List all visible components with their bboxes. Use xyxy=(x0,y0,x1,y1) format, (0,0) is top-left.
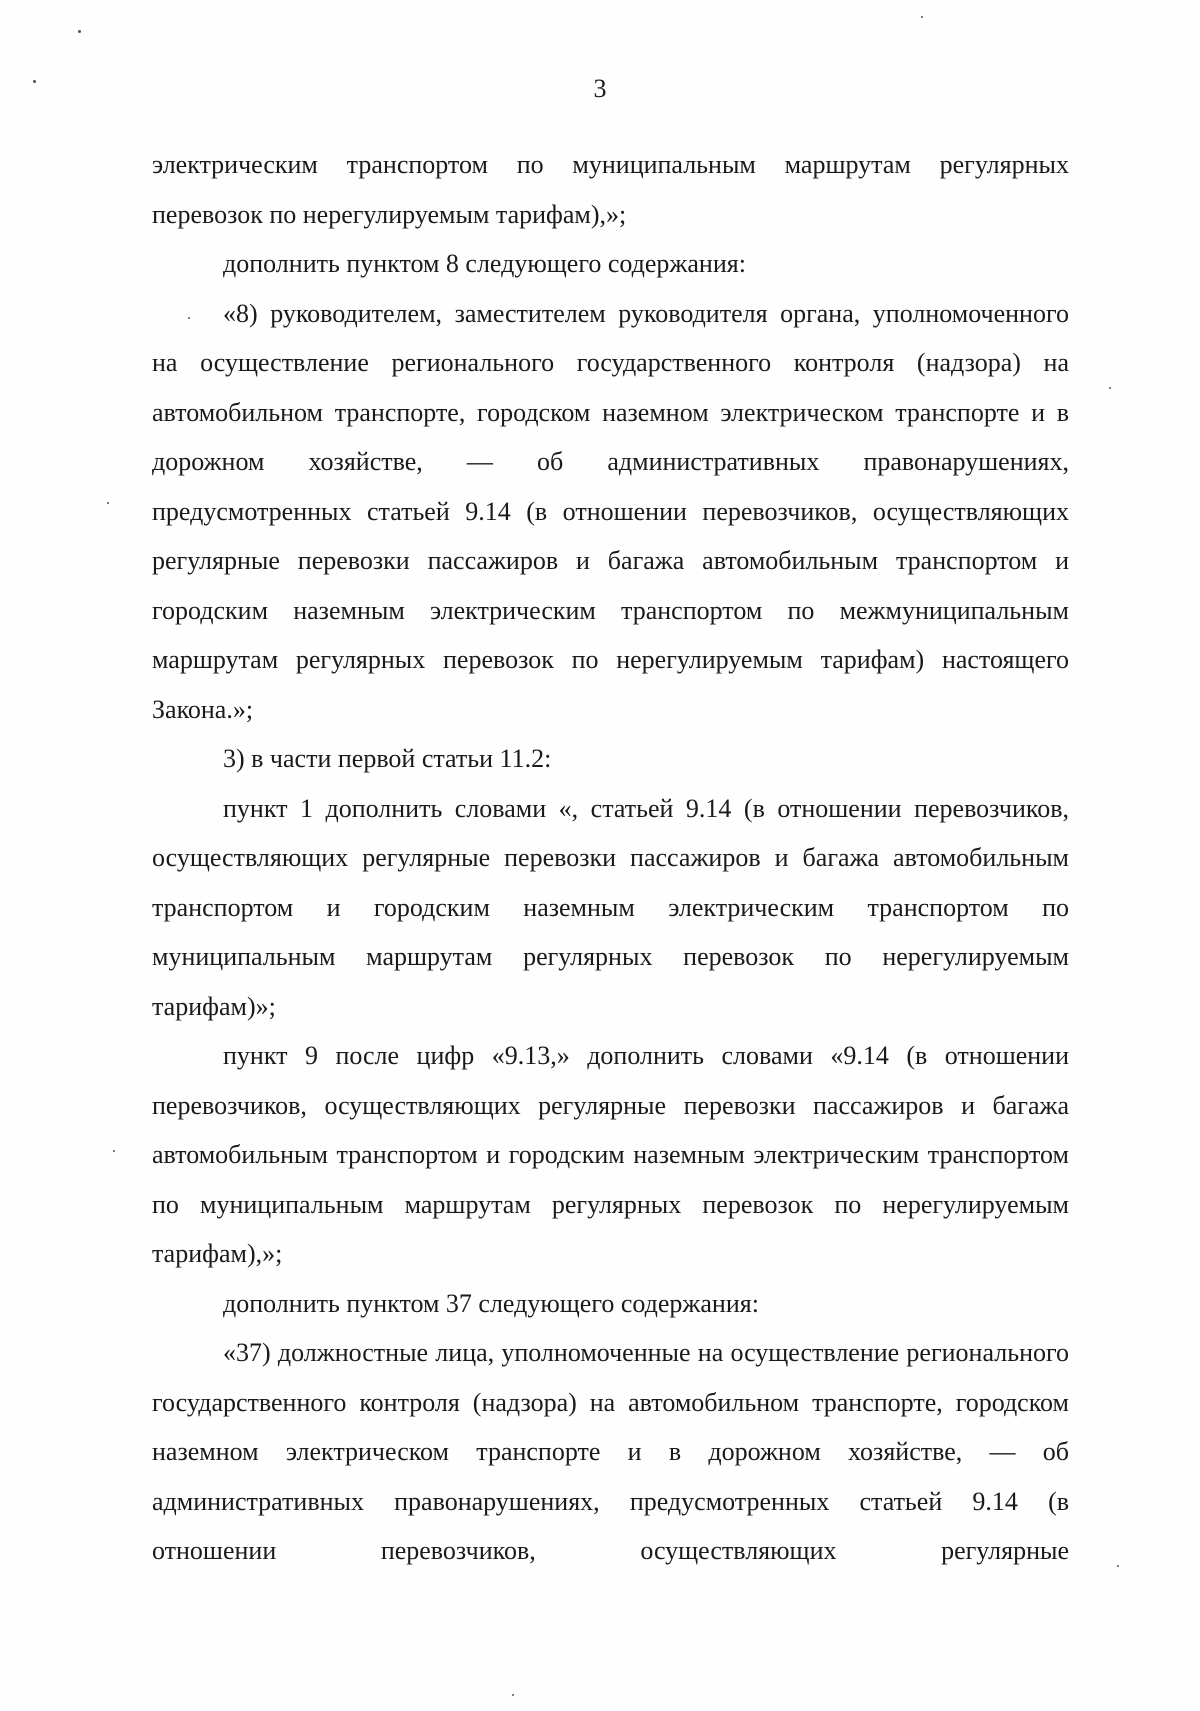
scan-speck xyxy=(1109,387,1111,389)
document-body xyxy=(152,140,1069,1576)
paragraph-continuation: электрическим транспортом по муниципальным маршрутам регулярных перевозок по нерегулируемым тарифам),»; xyxy=(152,150,1069,229)
scan-speck xyxy=(1117,1565,1119,1567)
paragraph-point-1-amendment: пункт 1 дополнить словами «, статьей 9.14 (в отношении перевозчиков, осуществляющих регулярные перевозки пассажиров и багажа автомобильным транспортом и городским наземным электрическим транспортом по муниципальным маршрутам регулярных перевозок по нерегулируемым тарифам)»; xyxy=(152,793,1069,1021)
scan-speck xyxy=(33,80,36,83)
paragraph-instruction-point-37: дополнить пунктом 37 следующего содержания: xyxy=(223,1288,759,1318)
scan-speck xyxy=(512,1694,514,1696)
paragraph-item-3-heading: 3) в части первой статьи 11.2: xyxy=(223,744,552,773)
paragraph-instruction-point-8: дополнить пунктом 8 следующего содержания: xyxy=(223,249,746,278)
scan-speck xyxy=(188,317,190,319)
paragraph-point-37-text: «37) должностные лица, уполномоченные на осуществление регионального государственного контроля (надзора) на автомобильном транспорте, городском наземном электрическом транспорте и в дорожном хозяйстве, — об административных правонарушениях, предусмотренных статьей 9.14 (в отношении перевозчиков, осуществляющих регулярные xyxy=(152,1338,1069,1565)
scan-speck xyxy=(113,1150,115,1152)
paragraph-point-8-text: «8) руководителем, заместителем руководителя органа, уполномоченного на осуществление регионального государственного контроля (надзора) на автомобильном транспорте, городском наземном электрическом транспорте и в дорожном хозяйстве, — об административных правонарушениях, предусмотренных статьей 9.14 (в отношении перевозчиков, осуществляющих регулярные перевозки пассажиров и багажа автомобильным транспортом и городским наземным электрическим транспортом по межмуниципальным маршрутам регулярных перевозок по нерегулируемым тарифам) настоящего Закона.»; xyxy=(152,298,1069,724)
scan-speck xyxy=(921,16,923,18)
scan-speck xyxy=(78,30,81,33)
page-number: 3 xyxy=(593,74,607,103)
scan-speck xyxy=(107,502,109,504)
paragraph-point-9-amendment: пункт 9 после цифр «9.13,» дополнить словами «9.14 (в отношении перевозчиков, осуществляющих регулярные перевозки пассажиров и багажа автомобильным транспортом и городским наземным электрическим транспортом по муниципальным маршрутам регулярных перевозок по нерегулируемым тарифам),»; xyxy=(152,1041,1069,1268)
